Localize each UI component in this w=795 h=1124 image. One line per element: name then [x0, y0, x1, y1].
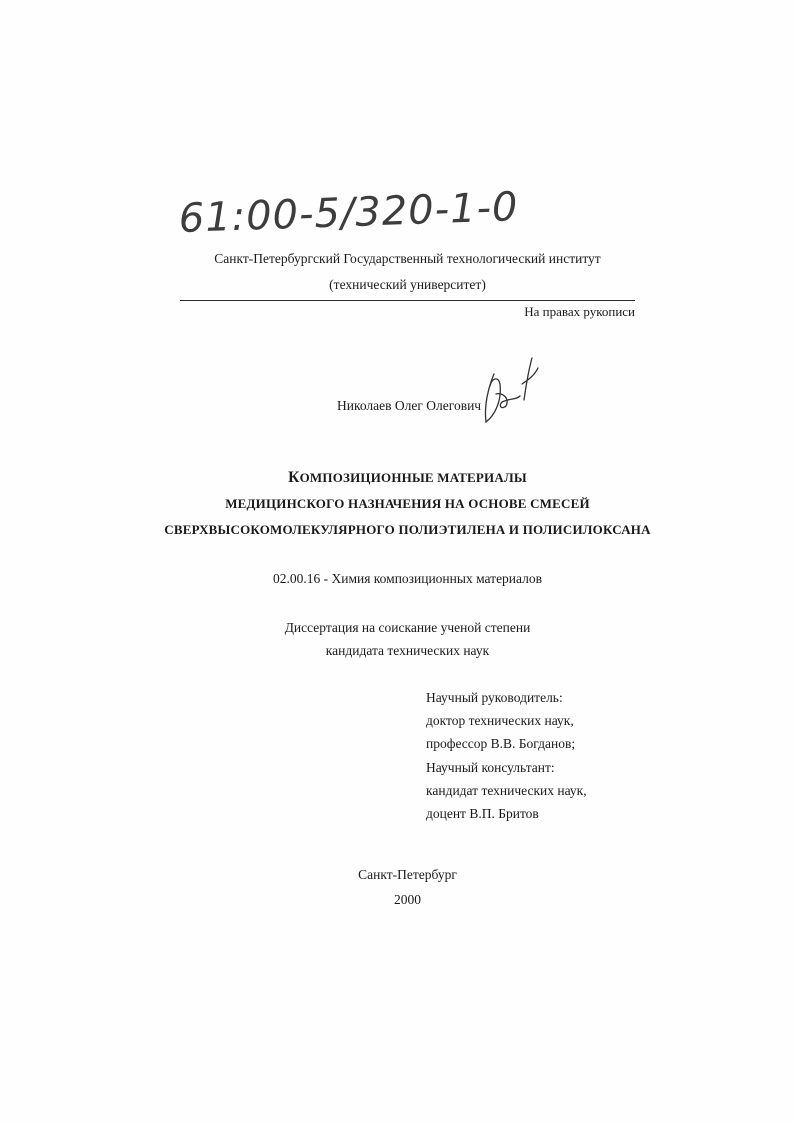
city: Санкт-Петербург: [358, 867, 457, 882]
dissertation-line-1: Диссертация на соискание ученой степени: [284, 620, 531, 635]
advisor-line: Научный консультант:: [426, 759, 555, 775]
header-divider: [180, 300, 635, 301]
advisor-line: доктор технических наук,: [426, 713, 574, 729]
title-line-3: СВЕРХВЫСОКОМОЛЕКУЛЯРНОГО ПОЛИЭТИЛЕНА И ПОЛИСИЛОКСАНА: [164, 522, 651, 537]
archive-number-handwritten: 61:00-5/320-1-0: [178, 184, 520, 242]
advisor-line: Научный руководитель:: [426, 690, 563, 705]
advisor-line: профессор В.В. Богданов;: [426, 736, 576, 752]
advisor-line: кандидат технических наук,: [426, 782, 587, 798]
institute-name: Санкт-Петербургский Государственный технологический институт: [214, 251, 601, 266]
author-signature-icon: [476, 354, 546, 430]
title-line-1-text: ОМПОЗИЦИОННЫЕ МАТЕРИАЛЫ: [299, 470, 527, 485]
dissertation-line-2: кандидата технических наук: [325, 643, 490, 658]
year: 2000: [394, 892, 421, 907]
specialty-code: 02.00.16 - Химия композиционных материалов: [272, 571, 543, 586]
advisor-line: доцент В.П. Бритов: [426, 805, 539, 821]
university-name: (технический университет): [329, 277, 486, 292]
advisors-block: [426, 690, 587, 829]
author-name: Николаев Олег Олегович: [337, 398, 482, 413]
manuscript-rights-label: На правах рукописи: [524, 304, 635, 319]
title-line-1: [150, 469, 665, 487]
title-line-2: МЕДИЦИНСКОГО НАЗНАЧЕНИЯ НА ОСНОВЕ СМЕСЕЙ: [225, 496, 590, 511]
title-initial-cap: К: [288, 469, 300, 486]
